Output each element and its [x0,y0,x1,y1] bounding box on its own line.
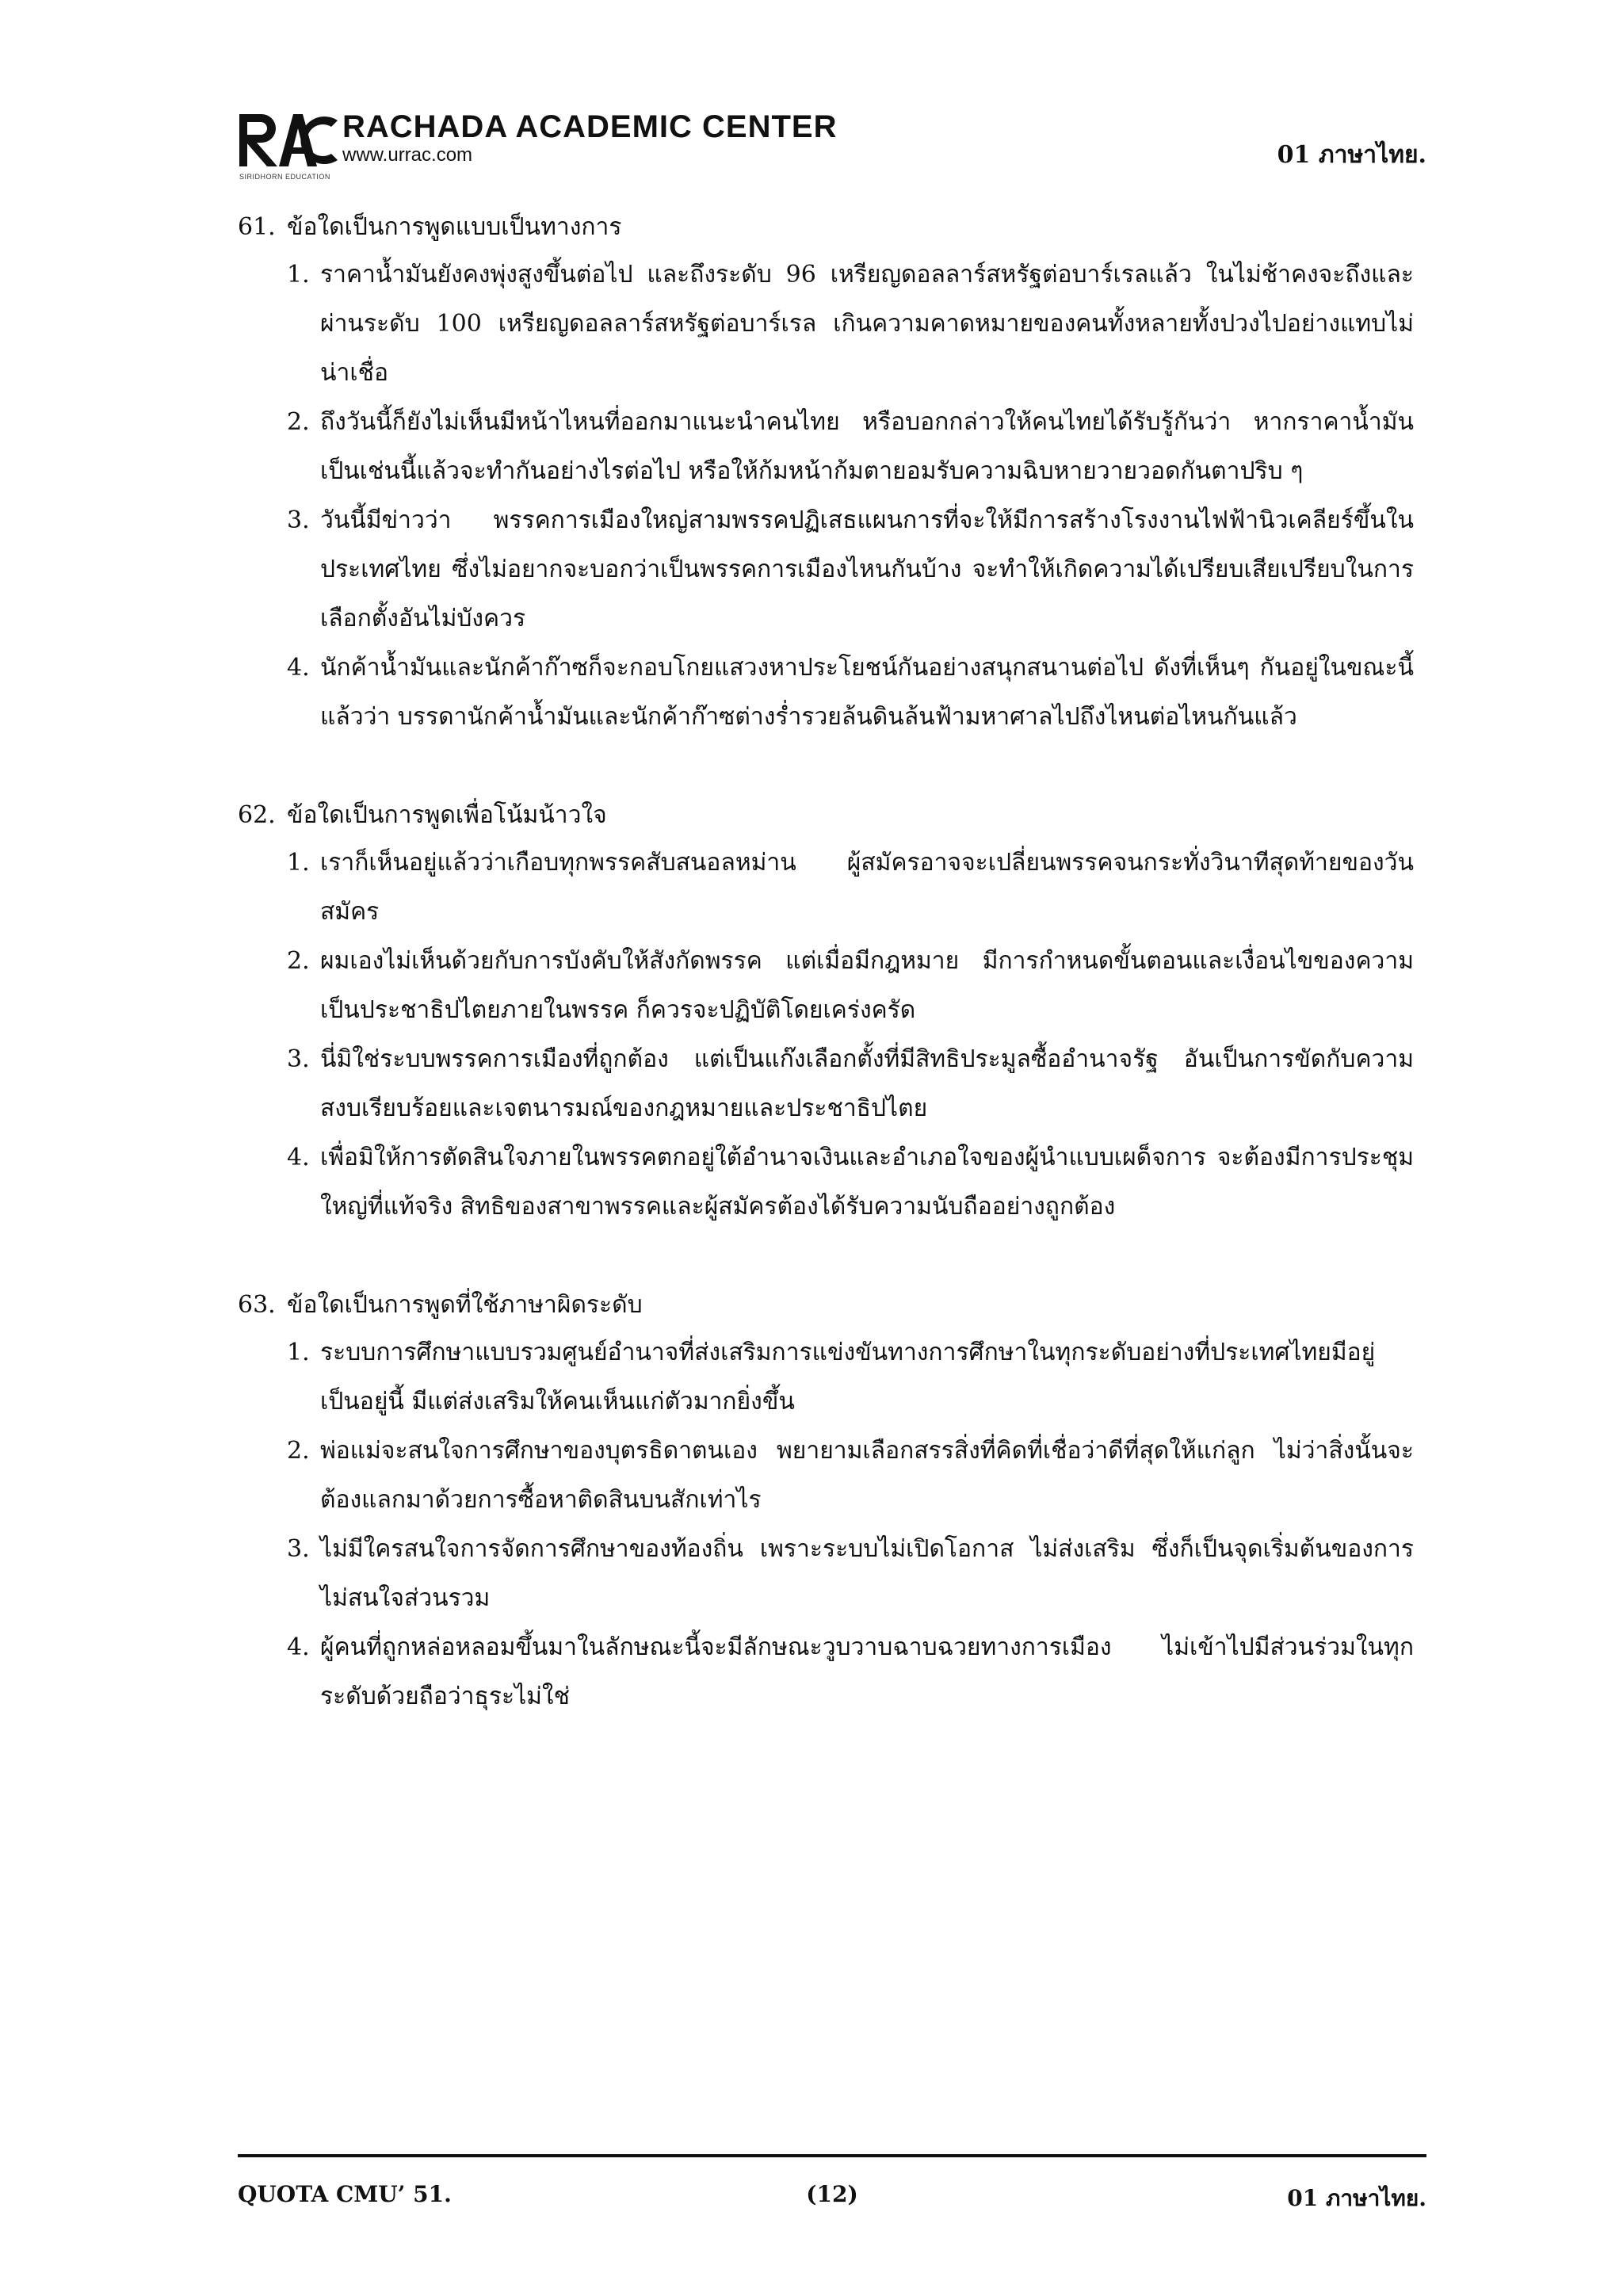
choice-item [287,839,1426,937]
choice-item [287,1525,1426,1623]
choice-list [287,1328,1426,1721]
question-text: ข้อใดเป็นการพูดแบบเป็นทางการ [287,213,622,241]
choice-text: นักค้าน้ำมันและนักค้าก๊าซก็จะกอบโกยแสวงหาประโยชน์กันอย่างสนุกสนานต่อไป ดังที่เห็นๆ กันอยู่ในขณะนี้แล้วว่า บรรดานักค้าน้ำมันและนักค้าก๊าซต่างร่ำรวยล้นดินล้นฟ้ามหาศาลไปถึงไหนต่อไหนกันแล้ว [320,654,1414,731]
choice-item [287,1035,1426,1133]
brand-url: www.urrac.com [342,144,473,166]
choice-text: ผู้คนที่ถูกหล่อหลอมขึ้นมาในลักษณะนี้จะมีลักษณะวูบวาบฉาบฉวยทางการเมือง ไม่เข้าไปมีส่วนร่วมในทุกระดับด้วยถือว่าธุระไม่ใช่ [320,1633,1414,1710]
page-header [238,105,1426,180]
choice-item [287,1328,1426,1427]
question-stem [238,204,1426,250]
choice-text: ราคาน้ำมันยังคงพุ่งสูงขึ้นต่อไป และถึงระดับ 96 เหรียญดอลลาร์สหรัฐต่อบาร์เรลแล้ว ในไม่ช้าคงจะถึงและผ่านระดับ 100 เหรียญดอลลาร์สหรัฐต่อบาร์เรล เกินความคาดหมายของคนทั้งหลายทั้งปวงไปอย่างแทบไม่น่าเชื่อ [320,261,1414,387]
question-number: 63. [238,1291,276,1319]
footer-divider [238,2154,1426,2157]
brand-name: RACHADA ACADEMIC CENTER [342,109,838,144]
question-text: ข้อใดเป็นการพูดที่ใช้ภาษาผิดระดับ [287,1291,643,1319]
choice-number: 1. [287,1339,310,1366]
choice-text: ไม่มีใครสนใจการจัดการศึกษาของท้องถิ่น เพราะระบบไม่เปิดโอกาส ไม่ส่งเสริม ซึ่งก็เป็นจุดเริ่มต้นของการไม่สนใจส่วนรวม [320,1535,1414,1612]
question-62 [238,793,1426,1232]
choice-number: 2. [287,408,310,436]
choice-item [287,644,1426,742]
choice-text: ผมเองไม่เห็นด้วยกับการบังคับให้สังกัดพรรค แต่เมื่อมีกฎหมาย มีการกำหนดขั้นตอนและเงื่อนไขของความเป็นประชาธิปไตยภายในพรรค ก็ควรจะปฏิบัติโดยเคร่งครัด [320,947,1414,1024]
choice-number: 1. [287,849,310,877]
choice-item [287,250,1426,398]
choice-number: 3. [287,1535,310,1563]
choice-item [287,1623,1426,1721]
choice-text: ระบบการศึกษาแบบรวมศูนย์อำนาจที่ส่งเสริมการแข่งขันทางการศึกษาในทุกระดับอย่างที่ประเทศไทยมีอยู่เป็นอยู่นี้ มีแต่ส่งเสริมให้คนเห็นแก่ตัวมากยิ่งขึ้น [320,1339,1376,1415]
question-stem [238,1282,1426,1328]
question-list [238,204,1426,1772]
choice-number: 2. [287,947,310,975]
choice-text: วันนี้มีข่าวว่า พรรคการเมืองใหญ่สามพรรคปฏิเสธแผนการที่จะให้มีการสร้างโรงงานไฟฟ้านิวเคลียร์ขึ้นในประเทศไทย ซึ่งไม่อยากจะบอกว่าเป็นพรรคการเมืองไหนกันบ้าง จะทำให้เกิดความได้เปรียบเสียเปรียบในการเลือกตั้งอันไม่บังควร [320,506,1414,632]
page-number: (12) [806,2181,858,2207]
choice-number: 4. [287,654,310,682]
question-number: 61. [238,213,276,241]
question-text: ข้อใดเป็นการพูดเพื่อโน้มน้าวใจ [287,801,607,829]
question-61 [238,204,1426,742]
brand-subtitle: SIRIDHORN EDUCATION [239,173,330,181]
choice-text: พ่อแม่จะสนใจการศึกษาของบุตรธิดาตนเอง พยายามเลือกสรรสิ่งที่คิดที่เชื่อว่าดีที่สุดให้แก่ลูก ไม่ว่าสิ่งนั้นจะต้องแลกมาด้วยการซื้อหาติดสินบนสักเท่าไร [320,1437,1414,1514]
choice-text: นี่มิใช่ระบบพรรคการเมืองที่ถูกต้อง แต่เป็นแก๊งเลือกตั้งที่มีสิทธิประมูลซื้ออำนาจรัฐ อันเป็นการขัดกับความสงบเรียบร้อยและเจตนารมณ์ของกฎหมายและประชาธิปไตย [320,1045,1414,1122]
choice-item [287,398,1426,496]
choice-number: 4. [287,1144,310,1171]
choice-item [287,496,1426,644]
choice-item [287,937,1426,1035]
rac-logo-icon [238,111,339,170]
footer-exam-label: QUOTA CMU’ 51. [238,2181,452,2207]
choice-number: 1. [287,261,310,288]
choice-text: ถึงวันนี้ก็ยังไม่เห็นมีหน้าไหนที่ออกมาแนะนำคนไทย หรือบอกกล่าวให้คนไทยได้รับรู้กันว่า หากราคาน้ำมันเป็นเช่นนี้แล้วจะทำกันอย่างไรต่อไป หรือให้ก้มหน้าก้มตายอมรับความฉิบหายวายวอดกันตาปริบ ๆ [320,408,1414,485]
footer-subject-label: 01 ภาษาไทย. [1287,2185,1426,2211]
choice-item [287,1133,1426,1232]
choice-item [287,1427,1426,1525]
choice-list [287,839,1426,1232]
choice-number: 3. [287,506,310,534]
page-footer [238,2181,1426,2213]
question-63 [238,1282,1426,1721]
question-stem [238,793,1426,839]
choice-number: 4. [287,1633,310,1661]
choice-text: เราก็เห็นอยู่แล้วว่าเกือบทุกพรรคสับสนอลหม่าน ผู้สมัครอาจจะเปลี่ยนพรรคจนกระทั่งวินาทีสุดท้ายของวันสมัคร [320,849,1414,926]
choice-number: 3. [287,1045,310,1073]
question-number: 62. [238,801,276,829]
choice-text: เพื่อมิให้การตัดสินใจภายในพรรคตกอยู่ใต้อำนาจเงินและอำเภอใจของผู้นำแบบเผด็จการ จะต้องมีการประชุมใหญ่ที่แท้จริง สิทธิของสาขาพรรคและผู้สมัครต้องได้รับความนับถืออย่างถูกต้อง [320,1144,1414,1221]
choice-number: 2. [287,1437,310,1465]
subject-label: 01 ภาษาไทย. [1277,141,1426,169]
choice-list [287,250,1426,742]
